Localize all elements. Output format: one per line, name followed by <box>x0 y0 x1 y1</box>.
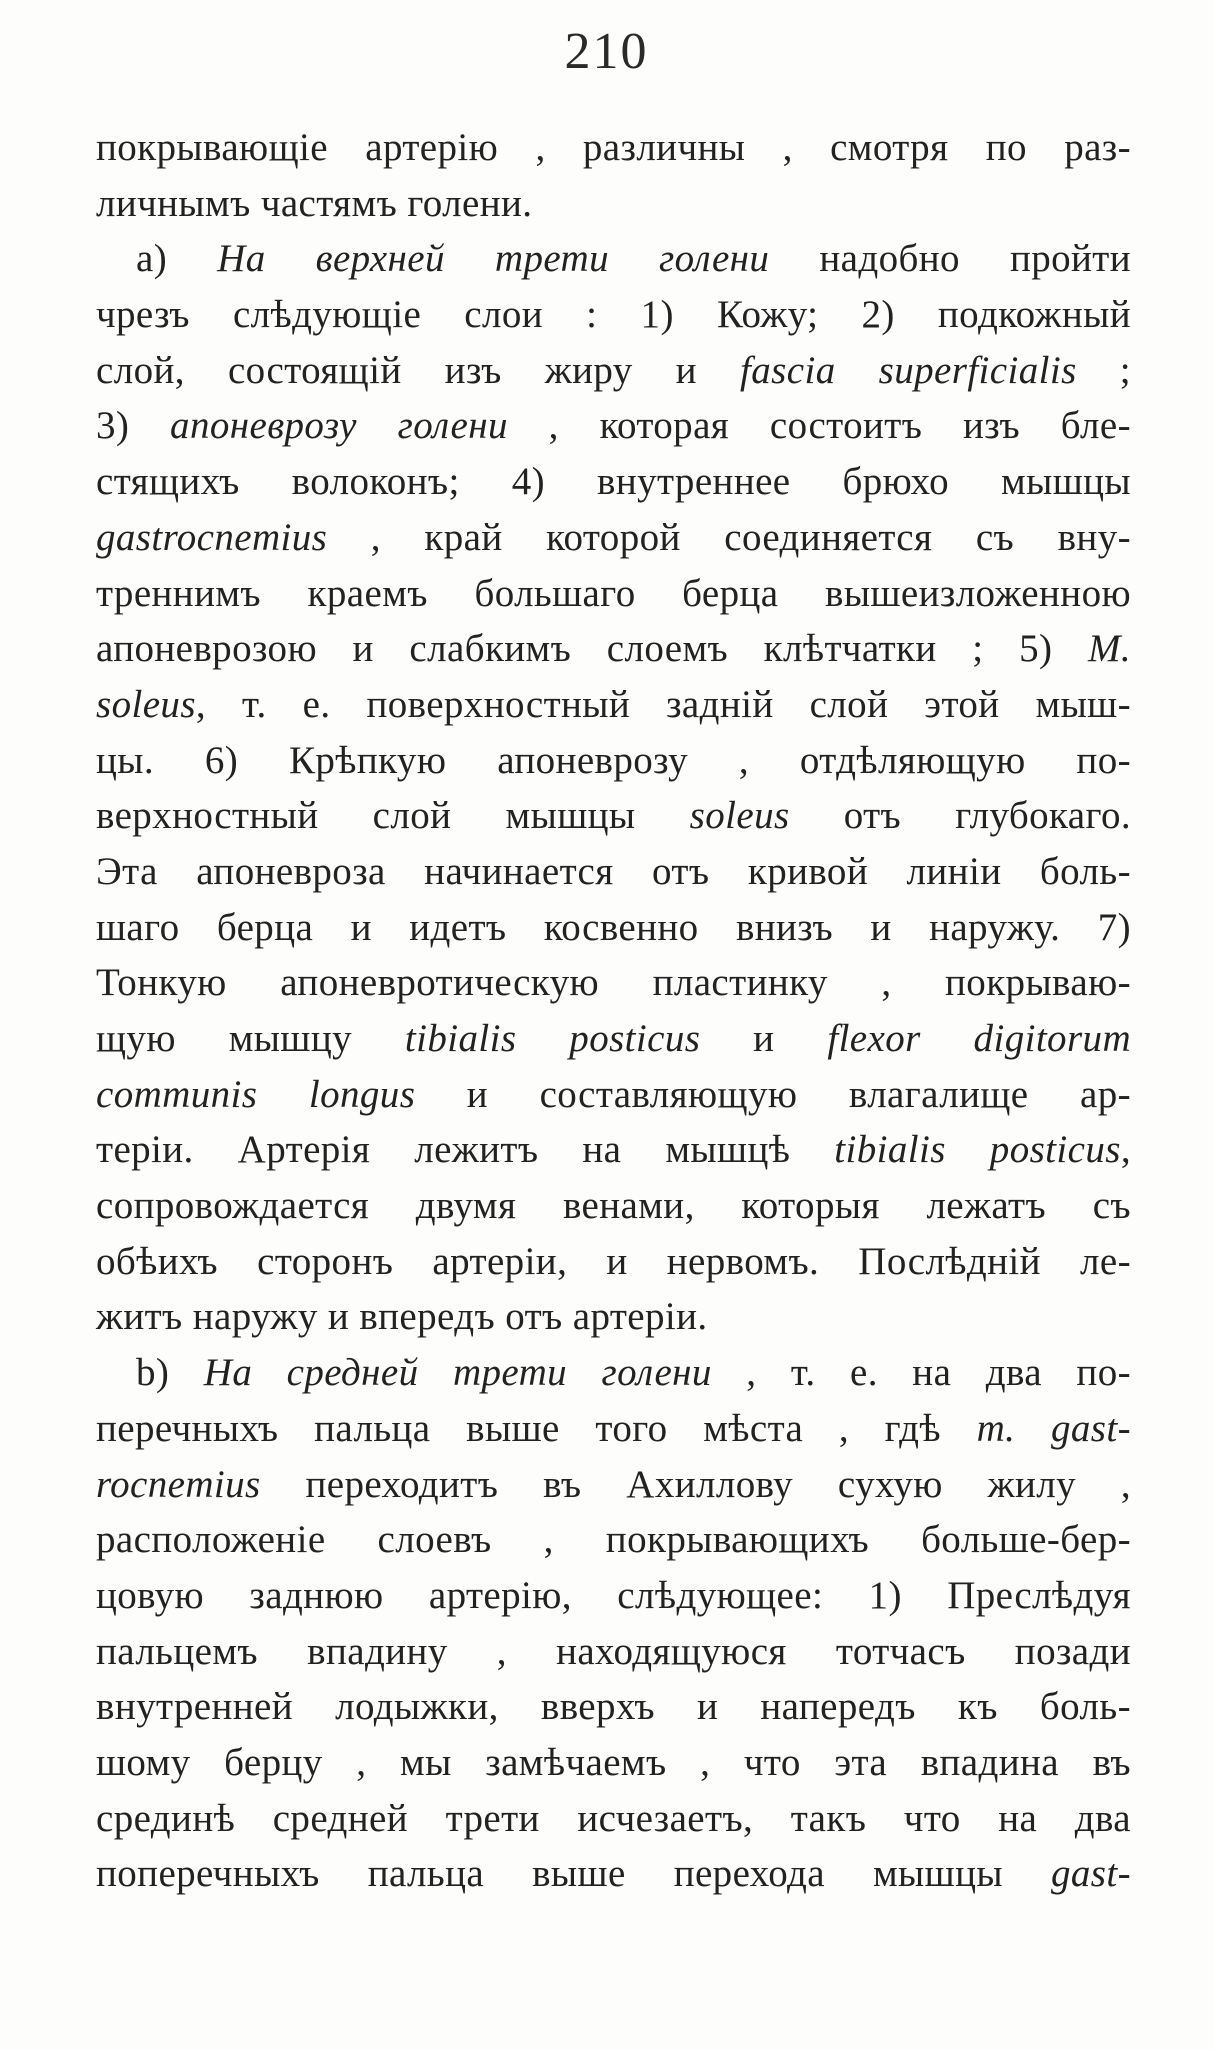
text-line: b) На средней трети голени , т. е. на два по- <box>136 1351 1131 1395</box>
text-line: треннимъ краемъ большаго берца вышеизложенною <box>96 571 1131 615</box>
text-line: Тонкую апоневротическую пластинку , покрываю- <box>96 961 1131 1005</box>
text-line: gastrocnemius , край которой соединяется съ вну- <box>96 515 1131 559</box>
text-line: внутренней лодыжки, вверхъ и напередъ къ боль- <box>96 1685 1131 1729</box>
text-line: цы. 6) Крѣпкую апоневрозу , отдѣляющую по- <box>96 738 1131 782</box>
text-line: слой, состоящій изъ жиру и fascia superficialis ; <box>96 348 1131 392</box>
text-line: чрезъ слѣдующіе слои : 1) Кожу; 2) подкожный <box>96 293 1131 337</box>
text-line: сопровождается двумя венами, которыя лежатъ съ <box>96 1184 1131 1228</box>
text-line: Эта апоневроза начинается отъ кривой линіи боль- <box>96 849 1131 893</box>
text-line: апоневрозою и слабкимъ слоемъ клѣтчатки ; 5) M. <box>96 627 1131 671</box>
text-line: шому берцу , мы замѣчаемъ , что эта впадина въ <box>96 1740 1131 1784</box>
text-line: верхностный слой мышцы soleus отъ глубокаго. <box>96 794 1131 838</box>
text-line: срединѣ средней трети исчезаетъ, такъ что на два <box>96 1796 1131 1840</box>
text-line: пальцемъ впадину , находящуюся тотчасъ позади <box>96 1629 1131 1673</box>
text-line: личнымъ частямъ голени. <box>96 181 533 225</box>
body-text <box>96 120 1131 1902</box>
text-line: soleus, т. е. поверхностный задній слой этой мыш- <box>96 682 1131 726</box>
text-line: житъ наружу и впередъ отъ артеріи. <box>96 1295 708 1339</box>
text-line: a) На верхней трети голени надобно пройти <box>136 237 1132 281</box>
text-line: шаго берца и идетъ косвенно внизъ и наружу. 7) <box>96 905 1131 949</box>
text-line: расположеніе слоевъ , покрывающихъ больше-бер- <box>96 1518 1131 1562</box>
page-number: 210 <box>564 23 649 80</box>
text-line: щую мышцу tibialis posticus и flexor digitorum <box>96 1017 1132 1060</box>
text-line: цовую заднюю артерію, слѣдующее: 1) Преслѣдуя <box>96 1573 1131 1617</box>
text-line: rocnemius переходитъ въ Ахиллову сухую жилу , <box>96 1462 1131 1506</box>
text-line: communis longus и составляющую влагалище ар- <box>96 1072 1131 1116</box>
text-line: поперечныхъ пальца выше перехода мышцы gast- <box>96 1852 1131 1896</box>
text-line: обѣихъ сторонъ артеріи, и нервомъ. Послѣдній ле- <box>96 1239 1131 1283</box>
text-line: теріи. Артерія лежитъ на мышцѣ tibialis posticus, <box>96 1128 1131 1172</box>
text-line: стящихъ волоконъ; 4) внутреннее брюхо мышцы <box>96 460 1131 504</box>
text-line: покрывающіе артерію , различны , смотря по раз- <box>96 126 1131 169</box>
text-line: 3) апоневрозу голени , которая состоитъ изъ бле- <box>96 404 1131 448</box>
text-line: перечныхъ пальца выше того мѣста , гдѣ m. gast- <box>96 1406 1131 1450</box>
